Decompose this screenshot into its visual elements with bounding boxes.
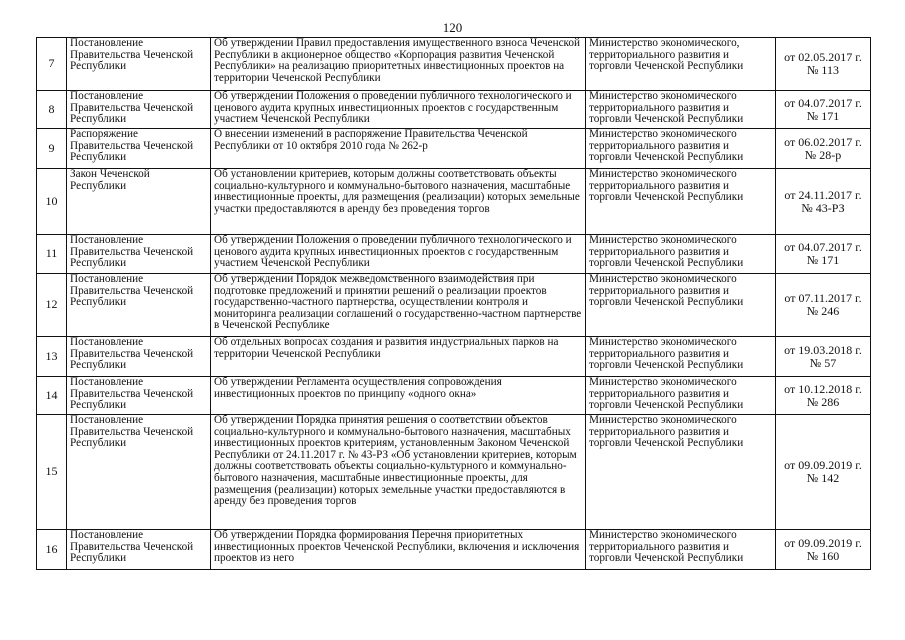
- document-type: Распоряжение Правительства Чеченской Республики: [67, 129, 211, 169]
- document-type: Постановление Правительства Чеченской Республики: [67, 415, 211, 530]
- document-title: О внесении изменений в распоряжение Правительства Чеченской Республики от 10 октября 2010 года № 262-р: [211, 129, 586, 169]
- row-number: 10: [37, 169, 67, 235]
- table-row: [37, 337, 871, 377]
- document-date: от 19.03.2018 г. № 57: [776, 337, 871, 377]
- document-title: Об отдельных вопросах создания и развития индустриальных парков на территории Чеченской Республики: [211, 337, 586, 377]
- responsible-ministry: Министерство экономического территориального развития и торговли Чеченской Республики: [586, 415, 776, 530]
- row-number: 7: [37, 38, 67, 91]
- document-title: Об утверждении Положения о проведении публичного технологического и ценового аудита крупных инвестиционных проектов с государственным участием Чеченской Республики: [211, 235, 586, 274]
- responsible-ministry: Министерство экономического территориального развития и торговли Чеченской Республики: [586, 377, 776, 415]
- document-title: Об установлении критериев, которым должны соответствовать объекты социально-культурного и коммунально-бытового назначения, масштабные инвестиционные проекты, для размещения (реализации) которых земельные участки предоставляются в аренду без проведения торгов: [211, 169, 586, 235]
- row-number: 8: [37, 91, 67, 129]
- row-number: 13: [37, 337, 67, 377]
- responsible-ministry: Министерство экономического территориального развития и торговли Чеченской Республики: [586, 169, 776, 235]
- document-date: от 07.11.2017 г. № 246: [776, 274, 871, 337]
- document-date: от 24.11.2017 г. № 43-РЗ: [776, 169, 871, 235]
- responsible-ministry: Министерство экономического территориального развития и торговли Чеченской Республики: [586, 129, 776, 169]
- responsible-ministry: Министерство экономического территориального развития и торговли Чеченской Республики: [586, 235, 776, 274]
- document-title: Об утверждении Порядка формирования Перечня приоритетных инвестиционных проектов Чеченской Республики, включения и исключения проектов из него: [211, 530, 586, 570]
- row-number: 9: [37, 129, 67, 169]
- responsible-ministry: Министерство экономического, территориального развития и торговли Чеченской Республики: [586, 38, 776, 91]
- row-number: 11: [37, 235, 67, 274]
- row-number: 14: [37, 377, 67, 415]
- table-row: [37, 129, 871, 169]
- document-type: Постановление Правительства Чеченской Республики: [67, 377, 211, 415]
- responsible-ministry: Министерство экономического территориального развития и торговли Чеченской Республики: [586, 337, 776, 377]
- document-date: от 04.07.2017 г. № 171: [776, 235, 871, 274]
- table-row: [37, 530, 871, 570]
- document-date: от 04.07.2017 г. № 171: [776, 91, 871, 129]
- table-row: [37, 38, 871, 91]
- table-row: [37, 235, 871, 274]
- table-row: [37, 169, 871, 235]
- row-number: 12: [37, 274, 67, 337]
- document-date: от 02.05.2017 г. № 113: [776, 38, 871, 91]
- table-row: [37, 377, 871, 415]
- document-date: от 10.12.2018 г. № 286: [776, 377, 871, 415]
- table-row: [37, 274, 871, 337]
- responsible-ministry: Министерство экономического территориального развития и торговли Чеченской Республики: [586, 91, 776, 129]
- document-type: Закон Чеченской Республики: [67, 169, 211, 235]
- document-date: от 09.09.2019 г. № 142: [776, 415, 871, 530]
- document-title: Об утверждении Порядка принятия решения о соответствии объектов социально-культурного и коммунально-бытового назначения, масштабных инвестиционных проектов критериям, установленным Законом Чеченской Республики от 24.11.2017 г. № 43-РЗ «Об установлении критериев, которым должны соответствовать объекты социально-культурного и коммунально-бытового назначения, масштабные инвестиционные проекты, для размещения (реализации) которых земельные участки предоставляются в аренду без проведения торгов: [211, 415, 586, 530]
- document-title: Об утверждении Положения о проведении публичного технологического и ценового аудита крупных инвестиционных проектов с государственным участием Чеченской Республики: [211, 91, 586, 129]
- page-number: 120: [442, 20, 463, 35]
- legal-acts-table: [36, 37, 871, 570]
- document-title: Об утверждении Правил предоставления имущественного взноса Чеченской Республики в акционерное общество «Корпорация развития Чеченской Республики» на реализацию приоритетных инвестиционных проектов на территории Чеченской Республики: [211, 38, 586, 91]
- responsible-ministry: Министерство экономического территориального развития и торговли Чеченской Республики: [586, 530, 776, 570]
- document-type: Постановление Правительства Чеченской Республики: [67, 530, 211, 570]
- document-type: Постановление Правительства Чеченской Республики: [67, 91, 211, 129]
- document-type: Постановление Правительства Чеченской Республики: [67, 38, 211, 91]
- document-date: от 09.09.2019 г. № 160: [776, 530, 871, 570]
- table-row: [37, 415, 871, 530]
- document-type: Постановление Правительства Чеченской Республики: [67, 274, 211, 337]
- row-number: 16: [37, 530, 67, 570]
- document-type: Постановление Правительства Чеченской Республики: [67, 235, 211, 274]
- document-type: Постановление Правительства Чеченской Республики: [67, 337, 211, 377]
- row-number: 15: [37, 415, 67, 530]
- responsible-ministry: Министерство экономического территориального развития и торговли Чеченской Республики: [586, 274, 776, 337]
- document-date: от 06.02.2017 г. № 28-р: [776, 129, 871, 169]
- table-row: [37, 91, 871, 129]
- document-title: Об утверждении Порядок межведомственного взаимодействия при подготовке предложений и принятии решений о реализации проектов государственно-частного партнерства, осуществлении контроля и мониторинга реализации соглашений о государственно-частном партнерстве в Чеченской Республике: [211, 274, 586, 337]
- document-title: Об утверждении Регламента осуществления сопровождения инвестиционных проектов по принципу «одного окна»: [211, 377, 586, 415]
